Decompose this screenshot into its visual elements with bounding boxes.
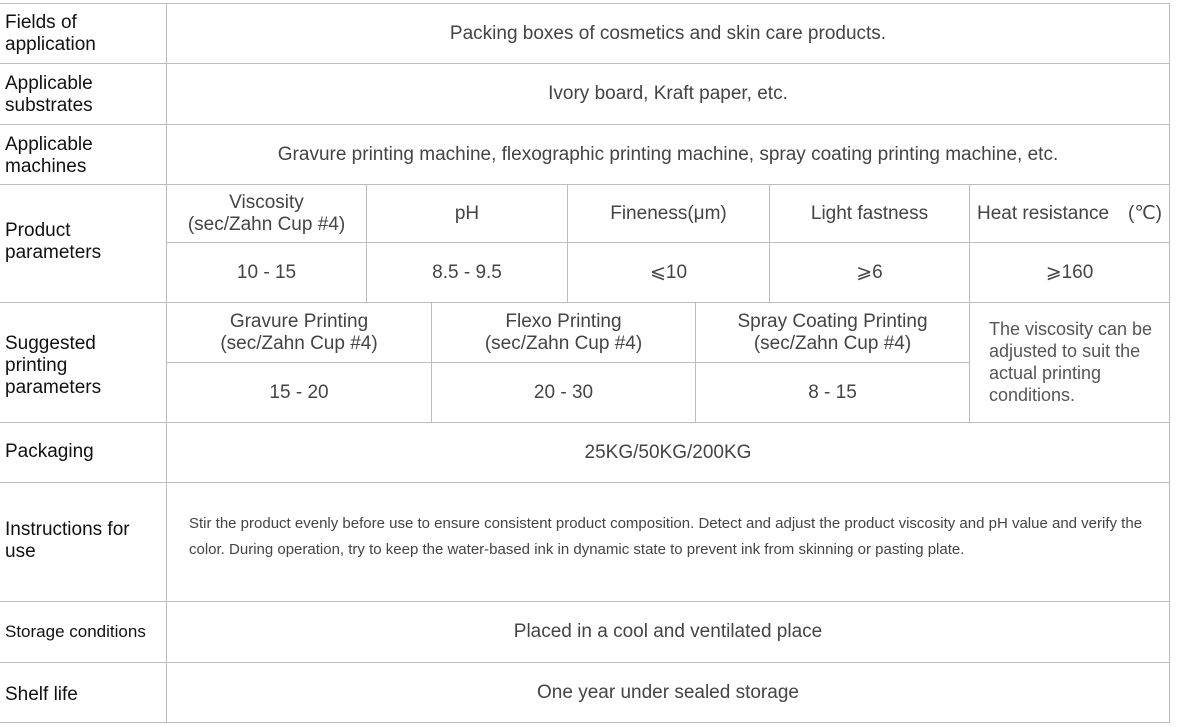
storage-label: Storage conditions xyxy=(5,622,146,641)
substrates-value: Ivory board, Kraft paper, etc. xyxy=(548,83,788,104)
product-header-fineness: Fineness(μm) xyxy=(610,202,727,224)
fields-label: Fields of application xyxy=(5,12,96,55)
packaging-label: Packaging xyxy=(5,441,94,462)
product-params-label: Product parameters xyxy=(5,220,102,263)
shelf-value: One year under sealed storage xyxy=(537,681,799,703)
product-header-ph: pH xyxy=(454,202,480,224)
shelf-label: Shelf life xyxy=(5,684,78,705)
printing-header-spray: Spray Coating Printing (sec/Zahn Cup #4) xyxy=(737,310,928,354)
printing-value-gravure: 15 - 20 xyxy=(269,381,329,403)
machines-label: Applicable machines xyxy=(5,134,93,177)
packaging-value: 25KG/50KG/200KG xyxy=(584,441,752,463)
substrates-label: Applicable substrates xyxy=(5,73,93,116)
product-value-ph: 8.5 - 9.5 xyxy=(432,261,502,283)
product-header-light-fastness: Light fastness xyxy=(810,202,929,224)
machines-value: Gravure printing machine, flexographic printing machine, spray coating printing machine, etc. xyxy=(277,143,1059,165)
instructions-label: Instructions for use xyxy=(5,519,130,562)
printing-value-flexo: 20 - 30 xyxy=(533,381,594,403)
product-value-fineness: ⩽10 xyxy=(649,261,688,283)
fields-value: Packing boxes of cosmetics and skin care products. xyxy=(449,22,887,44)
product-value-heat-resistance: ⩾160 xyxy=(1045,261,1094,283)
product-header-viscosity: Viscosity (sec/Zahn Cup #4) xyxy=(187,191,346,235)
product-value-viscosity: 10 - 15 xyxy=(236,261,297,283)
printing-header-gravure: Gravure Printing (sec/Zahn Cup #4) xyxy=(220,310,378,354)
storage-value: Placed in a cool and ventilated place xyxy=(513,621,823,642)
printing-params-label: Suggested printing parameters xyxy=(5,333,102,398)
printing-value-spray: 8 - 15 xyxy=(808,381,857,403)
product-value-light-fastness: ⩾6 xyxy=(856,261,883,283)
printing-header-flexo: Flexo Printing (sec/Zahn Cup #4) xyxy=(484,310,643,354)
product-header-heat-resistance: Heat resistance (℃) xyxy=(977,202,1162,224)
instructions-value: Stir the product evenly before use to ensure consistent product composition. Detect and adjust the product viscosity and pH value and verify the color. During operation, try to keep the water-based ink in dynamic state to prevent ink from skinning or pasting plate. xyxy=(189,515,1143,558)
printing-note: The viscosity can be adjusted to suit the actual printing conditions. xyxy=(989,319,1153,405)
